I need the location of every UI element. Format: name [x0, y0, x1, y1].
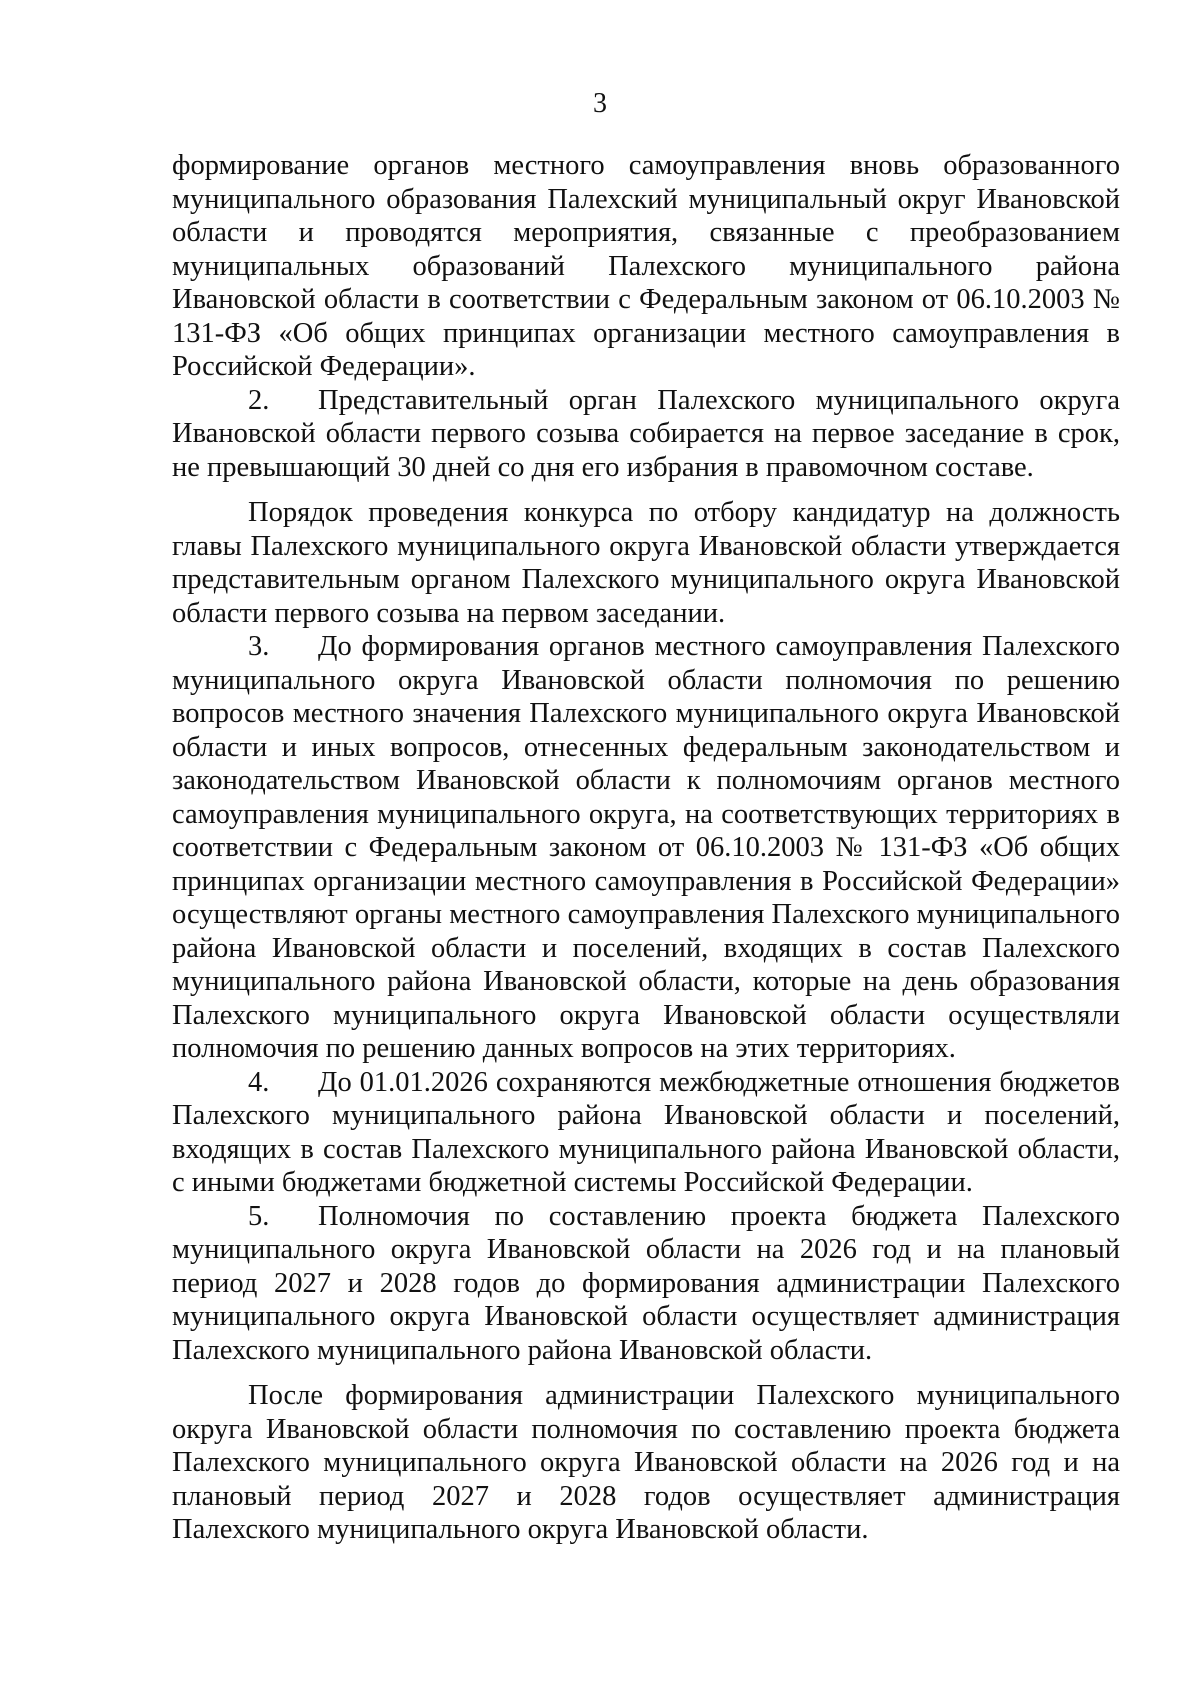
- paragraph-text: До формирования органов местного самоуправления Палехского муниципального округа Ивановской области полномочия по решению вопросов местного значения Палехского муниципального округа Ивановской области и иных вопросов, отнесенных федеральным законодательством и законодательством Ивановской области к полномочиям органов местного самоуправления муниципального округа, на соответствующих территориях в соответствии с Федеральным законом от 06.10.2003 № 131-ФЗ «Об общих принципах организации местного самоуправления в Российской Федерации» осуществляют органы местного самоуправления Палехского муниципального района Ивановской области и поселений, входящих в состав Палехского муниципального района Ивановской области, которые на день образования Палехского муниципального округа Ивановской области осуществляли полномочия по решению данных вопросов на этих территориях.: [172, 631, 1120, 1064]
- paragraph-item-3: [172, 630, 1120, 1066]
- page-number: 3: [593, 88, 607, 119]
- paragraph-item-2: [172, 384, 1120, 485]
- paragraph-number: 3.: [248, 631, 270, 662]
- paragraph-text: формирование органов местного самоуправления вновь образованного муниципального образования Палехский муниципальный округ Ивановской области и проводятся мероприятия, связанные с преобразованием муниципальных образований Палехского муниципального района Ивановской области в соответствии с Федеральным законом от 06.10.2003 № 131-ФЗ «Об общих принципах организации местного самоуправления в Российской Федерации».: [172, 150, 1120, 382]
- document-body: [172, 149, 1120, 1547]
- paragraph-continuation: [172, 149, 1120, 384]
- paragraph-text: Представительный орган Палехского муниципального округа Ивановской области первого созыва собирается на первое заседание в срок, не превышающий 30 дней со дня его избрания в правомочном составе.: [172, 384, 1120, 483]
- paragraph-item-5: [172, 1200, 1120, 1368]
- paragraph-number: 2.: [248, 384, 270, 416]
- paragraph-contest-procedure: [172, 496, 1120, 630]
- paragraph-item-4: [172, 1066, 1120, 1200]
- paragraph-number: 5.: [248, 1200, 270, 1232]
- paragraph-text: До 01.01.2026 сохраняются межбюджетные отношения бюджетов Палехского муниципального района Ивановской области и поселений, входящих в состав Палехского муниципального района Ивановской области, с иными бюджетами бюджетной системы Российской Федерации.: [172, 1066, 1120, 1198]
- paragraph-after-administration: [172, 1379, 1120, 1547]
- paragraph-text: Полномочия по составлению проекта бюджета Палехского муниципального округа Ивановской области на 2026 год и на плановый период 2027 и 2028 годов до формирования администрации Палехского муниципального округа Ивановской области осуществляет администрация Палехского муниципального района Ивановской области.: [172, 1200, 1120, 1366]
- paragraph-number: 4.: [248, 1066, 270, 1098]
- paragraph-text: После формирования администрации Палехского муниципального округа Ивановской области полномочия по составлению проекта бюджета Палехского муниципального округа Ивановской области на 2026 год и на плановый период 2027 и 2028 годов осуществляет администрация Палехского муниципального округа Ивановской области.: [172, 1380, 1120, 1545]
- paragraph-text: Порядок проведения конкурса по отбору кандидатур на должность главы Палехского муниципального округа Ивановской области утверждается представительным органом Палехского муниципального округа Ивановской области первого созыва на первом заседании.: [172, 497, 1120, 629]
